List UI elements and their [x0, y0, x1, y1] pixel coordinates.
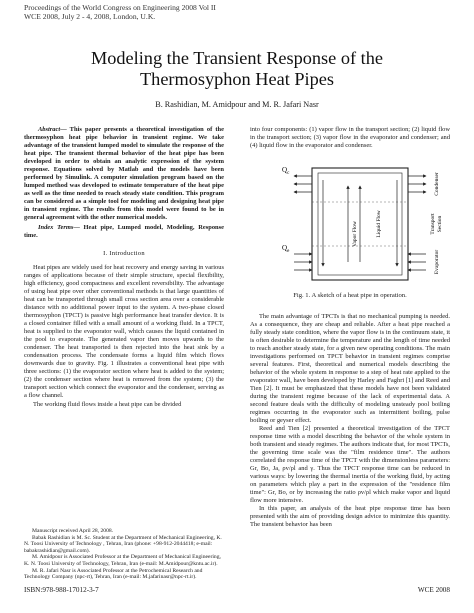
- right-column-body: [250, 313, 450, 529]
- footnote-received: Manuscript received April 28, 2008.: [32, 528, 114, 534]
- abstract-text: — This paper presents a theoretical investigation of the thermosyphon heat pipe behavior in transient regime. We take advantage of the transient lumped model to simulate the response of the heat pipe. The transient thermal behavior of the heat pipe has been developed in order to obtain an analytic expression of the system response. Equations solved by Matlab and the models have been performed by Simulink. A computer simulation program based on the lumped method was developed to estimate temperature of the heat pipe as well as the time needed to reach steady state condition. This program can be considered as a simple tool for modeling and designing heat pipe in transient regime. The results from this model were found to be in general agreement with the other numerical models.: [24, 126, 224, 222]
- right-paragraph-3: In this paper, an analysis of the heat pipe response time has been presented with the aim of providing design advice to minimize this quantity. The transient behavior has been: [250, 505, 450, 529]
- qc-label: $Q_c$: [282, 166, 290, 176]
- index-terms-label: Index Terms: [38, 224, 74, 232]
- right-paragraph-2: Reed and Tien [2] presented a theoretical investigation of the TPCT response time with a model describing the behavior of the whole system in both transient and steady regimes. The authors indicate that, for most TPCTs, the governing time scale was the "film residence time". The authors correlated the response time of the TPCT with the dimensionless parameters: Gr, Bo, Ja, ρv/ρl and γ. Thus the TPCT response time can be reduced in various ways: by lowering the thermal inertia of the working fluid, by acting on parameters which play a part in the expression of the "residence film time": Gr, Bo, or by increasing the ratio ρv/ρl which make vapor and liquid flow more intensive.: [250, 425, 450, 505]
- liquid-flow-label: Liquid Flow: [376, 210, 382, 238]
- evaporator-label: Evaporator: [434, 249, 440, 275]
- title-line-1: Modeling the Transient Response of the: [91, 48, 383, 68]
- vapor-flow-label: Vapor Flow: [352, 221, 358, 247]
- right-intro-paragraph: into four components: (1) vapor flow in the transport section; (2) liquid flow in the transport section; (3) vapor flow in the evaporator and condenser; and (4) liquid flow in the evaporator and condenser.: [250, 126, 450, 150]
- section-heading-introduction: I. Introduction: [103, 250, 145, 258]
- intro-paragraph-2: The working fluid flows inside a heat pipe can be divided: [33, 400, 182, 408]
- conference-tag: WCE 2008: [417, 586, 450, 594]
- header-line-2: WCE 2008, July 2 - 4, 2008, London, U.K.: [24, 12, 156, 22]
- intro-paragraph-1: Heat pipes are widely used for heat recovery and energy saving in various ranges of applications because of their simple structure, special flexibility, high efficiency, good compactness and excellent reversibility. The advantage of using heat pipe over other conventional methods is that large quantities of heat can be transported through small cross section area over a considerable distance with no additional power input to the system. A two-phase closed thermosyphon (TPCT) is passive high performance heat transfer device. It is a closed container filled with a small amount of a working fluid. In a TPCT, heat is supplied to the evaporator wall, which causes the liquid contained in the pool to evaporate. The generated vapor then moves upwards to the condenser. The heat transported is then rejected into the heat sink by a condensation process. The condensate forms a liquid film which flows downwards due to gravity. Fig. 1 illustrates a conventional heat pipe with three sections: (1) the evaporator section where heat is added to the system; (2) the condenser section where heat is removed from the system; (3) the transport section which connect the evaporator and the condenser, serving as a flow channel.: [24, 264, 224, 400]
- index-terms-text: — Heat pipe, Lumped model, Modeling, Response time.: [24, 224, 224, 240]
- transport-label: Transport: [430, 213, 436, 235]
- heat-pipe-figure: [278, 162, 448, 288]
- left-column: [24, 126, 224, 409]
- footnote-author-2: M. Amidpour is Associated Professor at the Department of Mechanical Engineering, K. N. Toosi University of Technology, Tehran, Iran (e-mail: M.Amidpour@kntu.ac.ir).: [24, 554, 221, 567]
- author-list: B. Rashidian, M. Amidpour and M. R. Jafari Nasr: [155, 100, 319, 109]
- proceedings-header: [24, 3, 216, 22]
- qe-label: $Q_e$: [282, 244, 290, 254]
- abstract: [24, 126, 224, 222]
- abstract-label: Abstract: [38, 126, 61, 133]
- title-line-2: Thermosyphon Heat Pipes: [140, 69, 334, 89]
- figure-caption: Fig. 1. A sketch of a heat pipe in operation.: [293, 292, 407, 299]
- footnote-author-3: M. R. Jafari Nasr is Associated Professor at the Petrochemical Research and Technology Company (npc-rt), Tehran, Iran (e-mail: M.jafarinasr@npc-rt.ir).: [24, 567, 203, 581]
- section-label: Section: [437, 215, 443, 233]
- header-line-1: Proceedings of the World Congress on Engineering 2008 Vol II: [24, 3, 216, 12]
- isbn: ISBN:978-988-17012-3-7: [24, 586, 99, 594]
- paper-title: [0, 48, 474, 90]
- footnote-author-1: Babak Rashidian is M. Sc. Student at the Department of Mechanical Engineering, K. N. Toosi University of Technology , Tehran, Iran (phone: +98-912-2044418; e-mail: babakrashidian@gmail.com).: [24, 534, 222, 554]
- right-column-intro: [250, 126, 450, 150]
- footnotes: [24, 528, 224, 581]
- index-terms: [24, 224, 224, 240]
- condenser-label: Condenser: [434, 172, 440, 196]
- right-paragraph-1: The main advantage of TPCTs is that no mechanical pumping is needed. As a consequence, they are cheap and reliable. After a heat pipe reached a fully steady state condition, where the vapor flow is in the continuum state, it is often desirable to determine the temperature and the length of time needed to reach another steady state, for a given new operating conditions. The main investigations performed on TPCT behavior in transient regimes comprise several features. First, theoretical and numerical models describing the behavior of the whole system in response to a step of heat rate applied to the evaporator wall, have been developed by Harley and Faghri [1] and Reed and Tien [2]. It must be emphasized that these models have not been validated during the transient regime because of the lack of experimental data. A second feature deals with the difficulty of modeling unsteady pool boiling regimes occurring in the evaporator such as intermittent boiling, pulse boiling or geyser effect.: [250, 313, 450, 425]
